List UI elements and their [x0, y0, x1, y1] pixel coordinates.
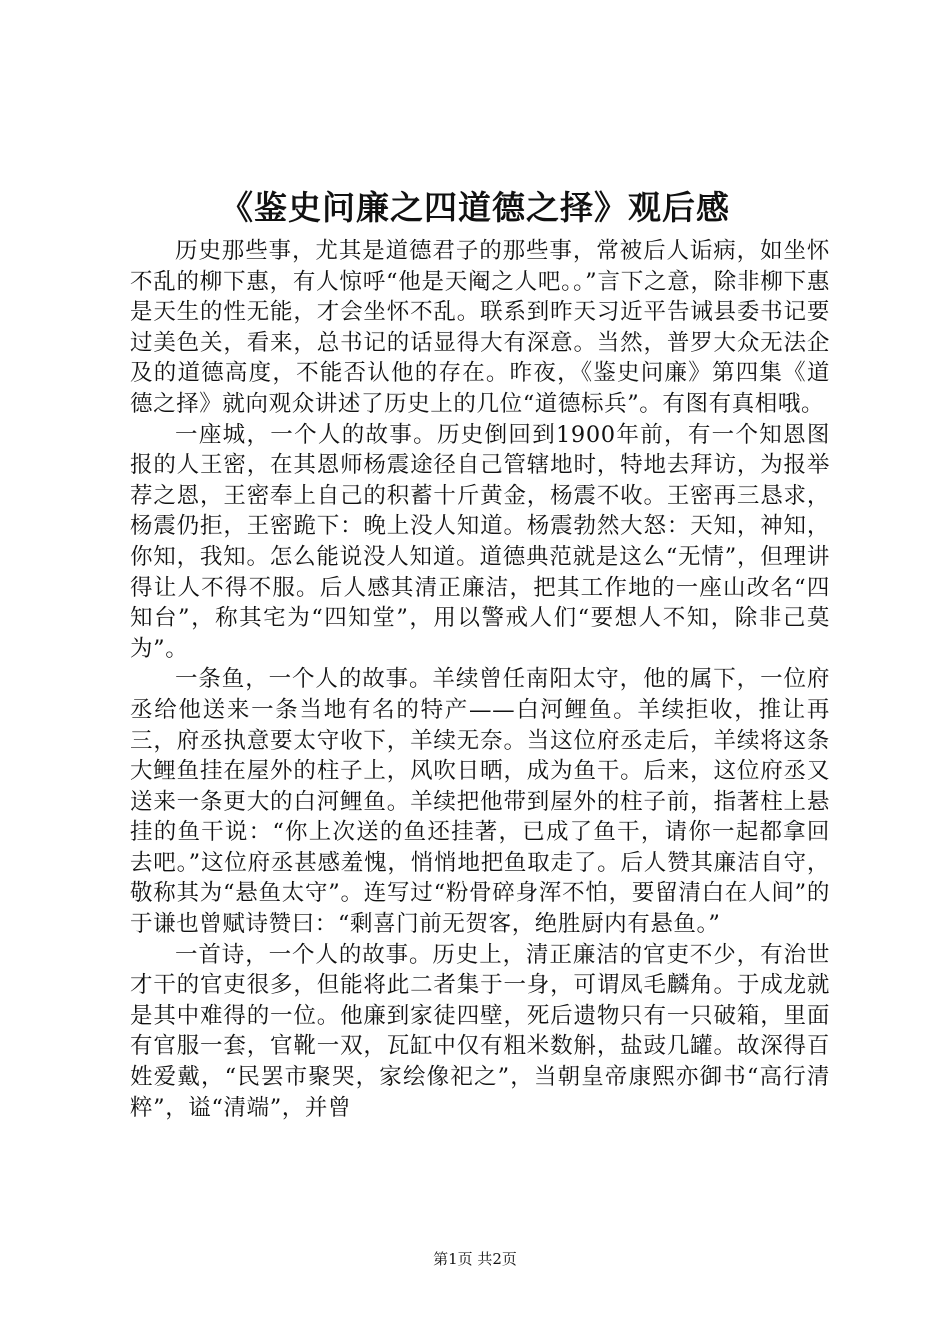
paragraph-2: 一座城，一个人的故事。历史倒回到1900年前，有一个知恩图报的人王密，在其恩师杨震途径自己管辖地时，特地去拜访，为报举荐之恩，王密奉上自己的积蓄十斤黄金，杨震不收。王密再三恳求，杨震仍拒，王密跪下：晚上没人知道。杨震勃然大怒：天知，神知，你知，我知。怎么能说没人知道。道德典范就是这么“无情”，但理讲得让人不得不服。后人感其清正廉洁，把其工作地的一座山改名“四知台”，称其宅为“四知堂”，用以警戒人们“要想人不知，除非己莫为”。: [130, 421, 830, 662]
document-body: [130, 236, 830, 1123]
paragraph-3: 一条鱼，一个人的故事。羊续曾任南阳太守，他的属下，一位府丞给他送来一条当地有名的特产——白河鲤鱼。羊续拒收，推让再三，府丞执意要太守收下，羊续无奈。当这位府丞走后，羊续将这条大鲤鱼挂在屋外的柱子上，风吹日晒，成为鱼干。后来，这位府丞又送来一条更大的白河鲤鱼。羊续把他带到屋外的柱子前，指著柱上悬挂的鱼干说：“你上次送的鱼还挂著，已成了鱼干，请你一起都拿回去吧。”这位府丞甚感羞愧，悄悄地把鱼取走了。后人赞其廉洁自守，敬称其为“悬鱼太守”。连写过“粉骨碎身浑不怕，要留清白在人间”的于谦也曾赋诗赞曰：“剩喜门前无贺客，绝胜厨内有悬鱼。”: [130, 666, 830, 938]
paragraph-1: 历史那些事，尤其是道德君子的那些事，常被后人诟病，如坐怀不乱的柳下惠，有人惊呼“他是天阉之人吧。。”言下之意，除非柳下惠是天生的性无能，才会坐怀不乱。联系到昨天习近平告诫县委书记要过美色关，看来，总书记的话显得大有深意。当然，普罗大众无法企及的道德高度，不能否认他的存在。昨夜，《鉴史问廉》第四集《道德之择》就向观众讲述了历史上的几位“道德标兵”。有图有真相哦。: [130, 238, 830, 417]
document-title: 《鉴史问廉之四道德之择》观后感: [220, 188, 730, 227]
paragraph-4: 一首诗，一个人的故事。历史上，清正廉洁的官吏不少，有治世才干的官吏很多，但能将此二者集于一身，可谓凤毛麟角。于成龙就是其中难得的一位。他廉到家徒四壁，死后遗物只有一只破箱，里面有官服一套，官靴一双，瓦缸中仅有粗米数斛，盐豉几罐。故深得百姓爱戴，“民罢市聚哭，家绘像祀之”，当朝皇帝康熙亦御书“高行清粹”，谥“清端”，并曾: [130, 941, 830, 1121]
page-footer: 第1页 共2页: [433, 1250, 517, 1268]
